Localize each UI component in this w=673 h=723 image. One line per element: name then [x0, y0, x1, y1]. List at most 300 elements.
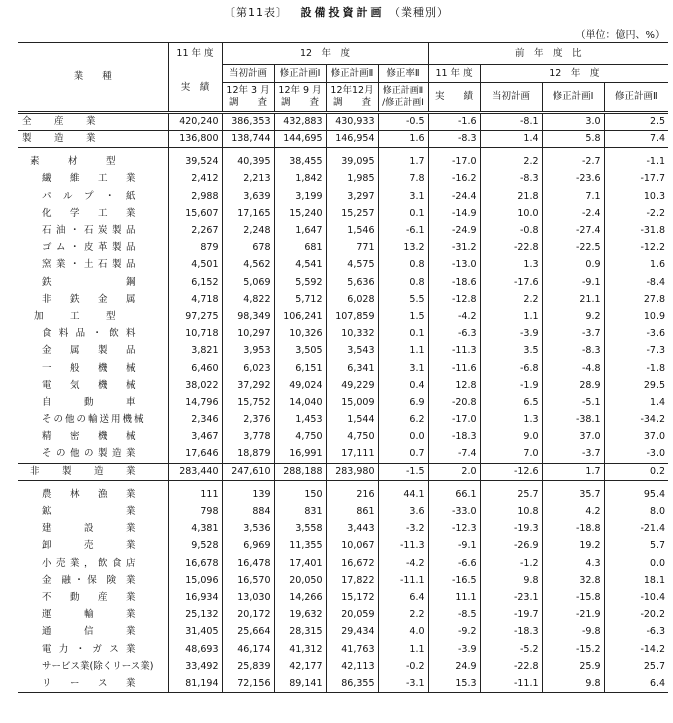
- prev-fy11-actual-cell: 15.3: [428, 675, 480, 692]
- prev-fy12-revision2-cell: -1.8: [646, 362, 666, 374]
- prev-fy12-revision1-cell: 3.0: [542, 113, 604, 131]
- prev-fy12-initial-cell: -22.8: [480, 658, 542, 675]
- industry-cell: [18, 205, 168, 222]
- prev-fy11-actual-cell: -12.3: [428, 521, 480, 538]
- revision-rate-cell: -11.3: [378, 538, 428, 555]
- prev-fy12-initial-cell: 9.0: [480, 429, 542, 446]
- prev-fy12-initial-cell: 21.8: [480, 188, 542, 205]
- fy12-initial-cell: 20,172: [222, 607, 274, 624]
- fy12-revision1-cell: 42,177: [274, 658, 326, 675]
- fy11-actual-cell: 2,988: [168, 188, 222, 205]
- prev-fy11-actual-cell: -33.0: [428, 503, 480, 520]
- fy12-revision1-cell: 89,141: [274, 675, 326, 692]
- revision-rate-cell: 5.5: [378, 291, 428, 308]
- industry-cell: [18, 675, 168, 692]
- fy12-initial-cell: 25,839: [222, 658, 274, 675]
- industry-name: 食 料 品 ・ 飲 料: [42, 328, 136, 340]
- prev-fy11-actual-cell: -20.8: [428, 394, 480, 411]
- prev-fy12-initial-cell: -5.2: [480, 641, 542, 658]
- fy12-revision2-cell: 1,544: [326, 412, 378, 429]
- industry-cell: [18, 171, 168, 188]
- fy12-initial-cell: 2,248: [222, 222, 274, 239]
- table-row: [18, 343, 668, 360]
- fy12-initial-cell: 72,156: [222, 675, 274, 692]
- table-title: [0, 4, 673, 20]
- table-row: [18, 274, 668, 291]
- fy12-revision2-cell: 10,067: [326, 538, 378, 555]
- prev-fy12-initial-cell: -8.3: [480, 171, 542, 188]
- revision-rate-cell: 0.1: [378, 326, 428, 343]
- industry-name: 小売業，飲食店: [42, 557, 136, 569]
- fy12-revision2-cell: 430,933: [326, 113, 378, 131]
- fy12-revision2-cell: 4,575: [326, 257, 378, 274]
- industry-cell: [18, 131, 168, 148]
- revision-rate-cell: 3.6: [378, 503, 428, 520]
- prev-ratio-header: 前 年 度 比: [428, 43, 668, 65]
- fy12-initial-cell: 16,478: [222, 555, 274, 572]
- prev-fy12-revision1-cell: 9.2: [542, 308, 604, 325]
- fy11-actual-cell: 2,267: [168, 222, 222, 239]
- revision-rate-cell: 1.6: [378, 131, 428, 148]
- table-body: [18, 113, 668, 693]
- fy11-actual-cell: 81,194: [168, 675, 222, 692]
- industry-cell: [18, 555, 168, 572]
- fy12-revision1-cell: 41,312: [274, 641, 326, 658]
- prev-fy12-revision2-cell: 18.1: [643, 574, 666, 586]
- industry-name: ゴム・皮革製品: [42, 242, 136, 254]
- fy12-revision1-cell: 5,592: [274, 274, 326, 291]
- prev-fy12-revision2-cell: -6.3: [646, 626, 666, 638]
- prev-fy12-revision1-cell: 21.1: [542, 291, 604, 308]
- fy12-revision2-cell: 39,095: [326, 154, 378, 171]
- prev-fy12-revision1-cell: -5.1: [542, 394, 604, 411]
- table-row: [18, 113, 668, 131]
- industry-name: 石油・石炭製品: [42, 225, 136, 237]
- fy12-revision1-cell: 14,040: [274, 394, 326, 411]
- fy12-revision1-cell: 1,647: [274, 222, 326, 239]
- fy12-revision1-cell: 4,750: [274, 429, 326, 446]
- prev-fy12-revision1-cell: -18.8: [542, 521, 604, 538]
- industry-cell: [18, 154, 168, 171]
- fy11-actual-cell: 4,718: [168, 291, 222, 308]
- prev-fy12-initial-cell: 1.4: [480, 131, 542, 148]
- fy11-actual-cell: 283,440: [168, 463, 222, 480]
- prev-fy12-initial-cell: 6.5: [480, 394, 542, 411]
- table-row: [18, 171, 668, 188]
- fy12-revision2-cell: 3,543: [326, 343, 378, 360]
- industry-name: 非 鉄 金 属: [42, 293, 136, 305]
- fy12-revision1-cell: 19,632: [274, 607, 326, 624]
- prev-fy12-revision2-cell: 37.0: [643, 431, 666, 443]
- prev-fy12-revision2-cell: 5.7: [649, 540, 666, 552]
- fy12-revision1-cell: 106,241: [274, 308, 326, 325]
- prev-fy11-actual-cell: -8.3: [428, 131, 480, 148]
- prev-fy12-revision1-cell: -27.4: [542, 222, 604, 239]
- fy12-initial-cell: 2,376: [222, 412, 274, 429]
- industry-name: 不 動 産 業: [42, 591, 136, 603]
- fy12-revision1-cell: 3,505: [274, 343, 326, 360]
- prev-fy11-actual-cell: -24.9: [428, 222, 480, 239]
- fy11-actual-cell: 15,607: [168, 205, 222, 222]
- revision-rate-cell: 0.0: [378, 429, 428, 446]
- prev-fy12-initial-cell: -8.1: [480, 113, 542, 131]
- revision-rate-cell: -3.1: [378, 675, 428, 692]
- table-row: [18, 205, 668, 222]
- initial-plan-header: 当初計画: [222, 65, 274, 83]
- prev-fy12-revision1-cell: -2.7: [542, 154, 604, 171]
- prev-fy12-revision2-cell: 95.4: [643, 488, 666, 500]
- industry-name: 全 産 業: [22, 116, 96, 127]
- fy12-initial-cell: 37,292: [222, 377, 274, 394]
- prev-fy12-revision2-cell: 7.4: [604, 131, 668, 148]
- table-title-suffix: （業種別）: [389, 6, 449, 19]
- survey-september-header: 12年 9 月 調 査: [274, 83, 326, 113]
- fy12-revision1-cell: 288,188: [274, 463, 326, 480]
- prev-fy12-revision1-cell: 25.9: [542, 658, 604, 675]
- fy12-revision1-cell: 16,991: [274, 446, 326, 463]
- fy12-initial-cell: 10,297: [222, 326, 274, 343]
- revision-rate-cell: -4.2: [378, 555, 428, 572]
- prev-fy12-revision2-cell: -7.3: [646, 345, 666, 357]
- industry-name: 通 信 業: [42, 626, 136, 638]
- table-row: [18, 360, 668, 377]
- fy11-actual-cell: 6,460: [168, 360, 222, 377]
- revision-rate-cell: -0.5: [378, 113, 428, 131]
- fy11-actual-cell: 3,821: [168, 343, 222, 360]
- fy12-initial-cell: 25,664: [222, 624, 274, 641]
- prev-fy12-initial-cell: -11.1: [480, 675, 542, 692]
- prev-fy12-revision2-cell: -2.2: [646, 207, 666, 219]
- fy12-revision2-cell: 29,434: [326, 624, 378, 641]
- industry-cell: [18, 222, 168, 239]
- fy12-initial-cell: 98,349: [222, 308, 274, 325]
- fy12-initial-cell: 4,562: [222, 257, 274, 274]
- revision-rate-cell: 6.2: [378, 412, 428, 429]
- fy12-revision1-cell: 1,453: [274, 412, 326, 429]
- prev-fy12-revision2-cell: -10.4: [640, 591, 666, 603]
- industry-cell: [18, 377, 168, 394]
- fy11-actual-cell: 3,467: [168, 429, 222, 446]
- fy12-revision2-cell: 5,636: [326, 274, 378, 291]
- industry-name: パ ル プ ・ 紙: [42, 190, 136, 202]
- table-row: [18, 486, 668, 503]
- fy12-revision2-cell: 49,229: [326, 377, 378, 394]
- industry-cell: [18, 589, 168, 606]
- prev-fy12-initial-cell: 1.3: [480, 257, 542, 274]
- prev-fy12-revision2-cell: 0.0: [649, 557, 666, 569]
- industry-header: 業 種: [18, 43, 168, 113]
- prev-fy12-initial-cell: 3.5: [480, 343, 542, 360]
- fy12-initial-cell: 3,639: [222, 188, 274, 205]
- revision-rate-cell: 1.1: [378, 343, 428, 360]
- fy11-actual-cell: 6,152: [168, 274, 222, 291]
- table-row: [18, 188, 668, 205]
- prev-fy12-initial-cell: -19.7: [480, 607, 542, 624]
- fy12-revision2-cell: 4,750: [326, 429, 378, 446]
- fy12-initial-cell: 4,822: [222, 291, 274, 308]
- fy11-header: 11 年 度: [168, 43, 222, 65]
- fy12-revision1-cell: 10,326: [274, 326, 326, 343]
- fy12-revision2-cell: 283,980: [326, 463, 378, 480]
- table-row: [18, 641, 668, 658]
- industry-name: 鉄 鋼: [42, 276, 136, 288]
- industry-cell: [18, 429, 168, 446]
- table-row: [18, 131, 668, 148]
- prev-fy12-initial-cell: 7.0: [480, 446, 542, 463]
- prev-fy12-revision2-cell: 0.2: [604, 463, 668, 480]
- prev-fy11-header: 11 年 度: [428, 65, 480, 83]
- fy12-initial-cell: 884: [222, 503, 274, 520]
- prev-fy12-initial-cell: -12.6: [480, 463, 542, 480]
- industry-cell: [18, 572, 168, 589]
- prev-fy11-actual-cell: -14.9: [428, 205, 480, 222]
- prev-fy11-actual-cell: -13.0: [428, 257, 480, 274]
- fy11-actual-cell: 15,096: [168, 572, 222, 589]
- table-row: [18, 154, 668, 171]
- table-row: [18, 446, 668, 463]
- fy11-actual-cell: 48,693: [168, 641, 222, 658]
- industry-name: 電 気 機 械: [42, 379, 136, 391]
- fy12-initial-cell: 18,879: [222, 446, 274, 463]
- fy12-revision2-cell: 17,111: [326, 446, 378, 463]
- table-row: [18, 291, 668, 308]
- prev-fy12-revision2-cell: 29.5: [643, 379, 666, 391]
- prev-fy12-revision1-cell: 4.3: [542, 555, 604, 572]
- revision-rate-cell: 3.1: [378, 188, 428, 205]
- fy12-revision1-cell: 15,240: [274, 205, 326, 222]
- revision1-header: 修正計画Ⅰ: [274, 65, 326, 83]
- prev-fy11-actual-cell: -9.1: [428, 538, 480, 555]
- revision-rate-cell: -6.1: [378, 222, 428, 239]
- prev-fy12-initial-cell: 1.3: [480, 412, 542, 429]
- industry-name: その他の製造業: [42, 448, 136, 460]
- prev-fy12-initial-cell: 2.2: [480, 291, 542, 308]
- prev-fy12-initial-cell: 25.7: [480, 486, 542, 503]
- industry-cell: [18, 113, 168, 131]
- fy12-revision2-cell: 216: [326, 486, 378, 503]
- table-row: [18, 555, 668, 572]
- prev-fy12-revision2-cell: -31.8: [640, 225, 666, 237]
- fy12-revision2-cell: 1,985: [326, 171, 378, 188]
- prev-fy12-revision1-cell: -15.8: [542, 589, 604, 606]
- industry-name: 電 力 ・ ガ ス 業: [42, 643, 136, 655]
- fy12-initial-cell: 13,030: [222, 589, 274, 606]
- revision2-header: 修正計画Ⅱ: [326, 65, 378, 83]
- table-row: [18, 222, 668, 239]
- prev-fy12-initial-cell: -22.8: [480, 240, 542, 257]
- revision-rate-cell: 6.9: [378, 394, 428, 411]
- fy12-initial-cell: 3,953: [222, 343, 274, 360]
- industry-cell: [18, 326, 168, 343]
- prev-fy12-header: 12 年 度: [480, 65, 668, 83]
- table-header: [18, 43, 668, 113]
- prev-fy12-initial-cell: -19.3: [480, 521, 542, 538]
- fy11-actual-cell: 4,501: [168, 257, 222, 274]
- revision-rate-cell: 4.0: [378, 624, 428, 641]
- fy12-revision2-cell: 15,009: [326, 394, 378, 411]
- prev-fy12-initial-cell: -3.9: [480, 326, 542, 343]
- revision-rate-cell: -0.2: [378, 658, 428, 675]
- prev-fy12-revision2-cell: 2.5: [604, 113, 668, 131]
- prev-fy12-initial-cell: -26.9: [480, 538, 542, 555]
- prev-fy12-revision1-cell: -9.1: [542, 274, 604, 291]
- prev-fy12-revision2-cell: 27.8: [643, 293, 666, 305]
- fy11-actual-cell: 14,796: [168, 394, 222, 411]
- prev-fy12-revision2-cell: -21.4: [640, 523, 666, 535]
- fy12-initial-cell: 6,969: [222, 538, 274, 555]
- prev-fy12-revision2-cell: -12.2: [640, 242, 666, 254]
- fy12-revision2-cell: 42,113: [326, 658, 378, 675]
- industry-cell: [18, 412, 168, 429]
- prev-fy12-revision1-cell: -15.2: [542, 641, 604, 658]
- prev-fy12-initial-cell: -0.8: [480, 222, 542, 239]
- fy12-header: 12 年 度: [222, 43, 428, 65]
- prev-fy12-revision2-cell: -1.1: [646, 156, 666, 168]
- fy12-revision2-cell: 41,763: [326, 641, 378, 658]
- prev-fy11-actual-cell: -24.4: [428, 188, 480, 205]
- table-row: [18, 538, 668, 555]
- fy12-revision1-cell: 11,355: [274, 538, 326, 555]
- prev-fy12-initial-cell: -17.6: [480, 274, 542, 291]
- industry-cell: [18, 360, 168, 377]
- fy12-initial-cell: 40,395: [222, 154, 274, 171]
- prev-fy12-revision1-cell: -9.8: [542, 624, 604, 641]
- prev-fy12-revision1-cell: -38.1: [542, 412, 604, 429]
- fy11-actual-cell: 2,412: [168, 171, 222, 188]
- prev-fy12-revision1-cell: 37.0: [542, 429, 604, 446]
- fy12-revision2-cell: 17,822: [326, 572, 378, 589]
- industry-name: 一 般 機 械: [42, 362, 136, 374]
- prev-fy12-revision1-cell: -8.3: [542, 343, 604, 360]
- industry-cell: [18, 291, 168, 308]
- industry-cell: [18, 641, 168, 658]
- prev-fy12-revision1-cell: 1.7: [542, 463, 604, 480]
- fy12-revision1-cell: 28,315: [274, 624, 326, 641]
- survey-march-header: 12年 3 月 調 査: [222, 83, 274, 113]
- table-row: [18, 607, 668, 624]
- prev-fy12-revision2-cell: -8.4: [646, 276, 666, 288]
- prev-fy12-revision1-cell: 28.9: [542, 377, 604, 394]
- industry-name: リ ー ス 業: [42, 677, 136, 689]
- fy12-revision2-cell: 861: [326, 503, 378, 520]
- industry-cell: [18, 394, 168, 411]
- industry-cell: [18, 521, 168, 538]
- prev-fy12-revision1-cell: 9.8: [542, 675, 604, 692]
- fy12-initial-cell: 15,752: [222, 394, 274, 411]
- fy11-actual-cell: 25,132: [168, 607, 222, 624]
- fy12-initial-cell: 138,744: [222, 131, 274, 148]
- fy12-revision1-cell: 150: [274, 486, 326, 503]
- industry-name: 農 林 漁 業: [42, 488, 136, 500]
- prev-fy12-revision1-cell: -2.4: [542, 205, 604, 222]
- industry-cell: [18, 538, 168, 555]
- revision-rate-cell: -1.5: [378, 463, 428, 480]
- revision-rate-cell: 0.7: [378, 446, 428, 463]
- fy11-actual-cell: 798: [168, 503, 222, 520]
- industry-cell: [18, 463, 168, 480]
- industry-cell: [18, 188, 168, 205]
- fy12-initial-cell: 3,778: [222, 429, 274, 446]
- prev-fy11-actual-cell: 66.1: [428, 486, 480, 503]
- fy12-revision1-cell: 1,842: [274, 171, 326, 188]
- table-row: [18, 308, 668, 325]
- fy12-revision2-cell: 3,443: [326, 521, 378, 538]
- prev-fy12-revision1-cell: -23.6: [542, 171, 604, 188]
- table-row: [18, 521, 668, 538]
- fy12-revision1-cell: 6,151: [274, 360, 326, 377]
- revision-rate-cell: 0.4: [378, 377, 428, 394]
- fy12-revision2-cell: 15,257: [326, 205, 378, 222]
- fy11-actual-cell: 38,022: [168, 377, 222, 394]
- fy12-revision1-cell: 831: [274, 503, 326, 520]
- industry-name: 自 動 車: [42, 396, 136, 408]
- revision-rate-cell: 1.7: [378, 154, 428, 171]
- industry-name: 素 材 型: [30, 156, 116, 168]
- prev-fy12-revision1-cell: 0.9: [542, 257, 604, 274]
- industry-name: 精 密 機 械: [42, 431, 136, 443]
- table-number: 〔第11表〕: [224, 6, 288, 19]
- fy12-revision2-cell: 10,332: [326, 326, 378, 343]
- fy11-actual-cell: 39,524: [168, 154, 222, 171]
- fy12-revision2-cell: 771: [326, 240, 378, 257]
- industry-cell: [18, 257, 168, 274]
- revision-rate-cell: 3.1: [378, 360, 428, 377]
- fy12-revision2-cell: 3,297: [326, 188, 378, 205]
- table-row: [18, 624, 668, 641]
- industry-name: 鉱 業: [42, 506, 136, 518]
- industry-name: 加 工 型: [34, 310, 116, 322]
- revision-rate-cell: 13.2: [378, 240, 428, 257]
- fy12-initial-cell: 678: [222, 240, 274, 257]
- prev-fy11-actual-cell: 11.1: [428, 589, 480, 606]
- industry-name: サービス業(除くリース業): [42, 660, 154, 672]
- industry-name: その他の輸送用機械: [42, 414, 144, 426]
- revision-rate-cell: 1.5: [378, 308, 428, 325]
- prev-fy11-actual-cell: -1.6: [428, 113, 480, 131]
- fy12-initial-cell: 386,353: [222, 113, 274, 131]
- fy11-actual-cell: 420,240: [168, 113, 222, 131]
- table-row: [18, 377, 668, 394]
- industry-name: 建 設 業: [42, 523, 136, 535]
- revision-rate-cell: -11.1: [378, 572, 428, 589]
- prev-fy11-actual-cell: 24.9: [428, 658, 480, 675]
- fy12-initial-cell: 16,570: [222, 572, 274, 589]
- prev-fy12-initial-cell: -23.1: [480, 589, 542, 606]
- fy11-actual-cell: 2,346: [168, 412, 222, 429]
- fy11-actual-cell: 4,381: [168, 521, 222, 538]
- table-row: [18, 658, 668, 675]
- industry-name: 運 輸 業: [42, 609, 136, 621]
- prev-initial-header: 当初計画: [480, 83, 542, 113]
- prev-fy11-actual-cell: -31.2: [428, 240, 480, 257]
- revision-rate-cell: 7.8: [378, 171, 428, 188]
- table-row: [18, 412, 668, 429]
- prev-fy11-actual-cell: -16.2: [428, 171, 480, 188]
- revision-rate-cell: 2.2: [378, 607, 428, 624]
- prev-fy11-actual-cell: -7.4: [428, 446, 480, 463]
- table-row: [18, 503, 668, 520]
- table-row: [18, 257, 668, 274]
- fy12-revision2-cell: 86,355: [326, 675, 378, 692]
- fy12-revision1-cell: 3,558: [274, 521, 326, 538]
- fy11-actual-cell: 10,718: [168, 326, 222, 343]
- prev-fy12-revision1-cell: -3.7: [542, 326, 604, 343]
- prev-fy11-actual-cell: -11.3: [428, 343, 480, 360]
- fy11-actual-cell: 16,678: [168, 555, 222, 572]
- industry-name: 製 造 業: [22, 133, 96, 145]
- fy11-actual-cell: 136,800: [168, 131, 222, 148]
- prev-fy11-actual-cell: -11.6: [428, 360, 480, 377]
